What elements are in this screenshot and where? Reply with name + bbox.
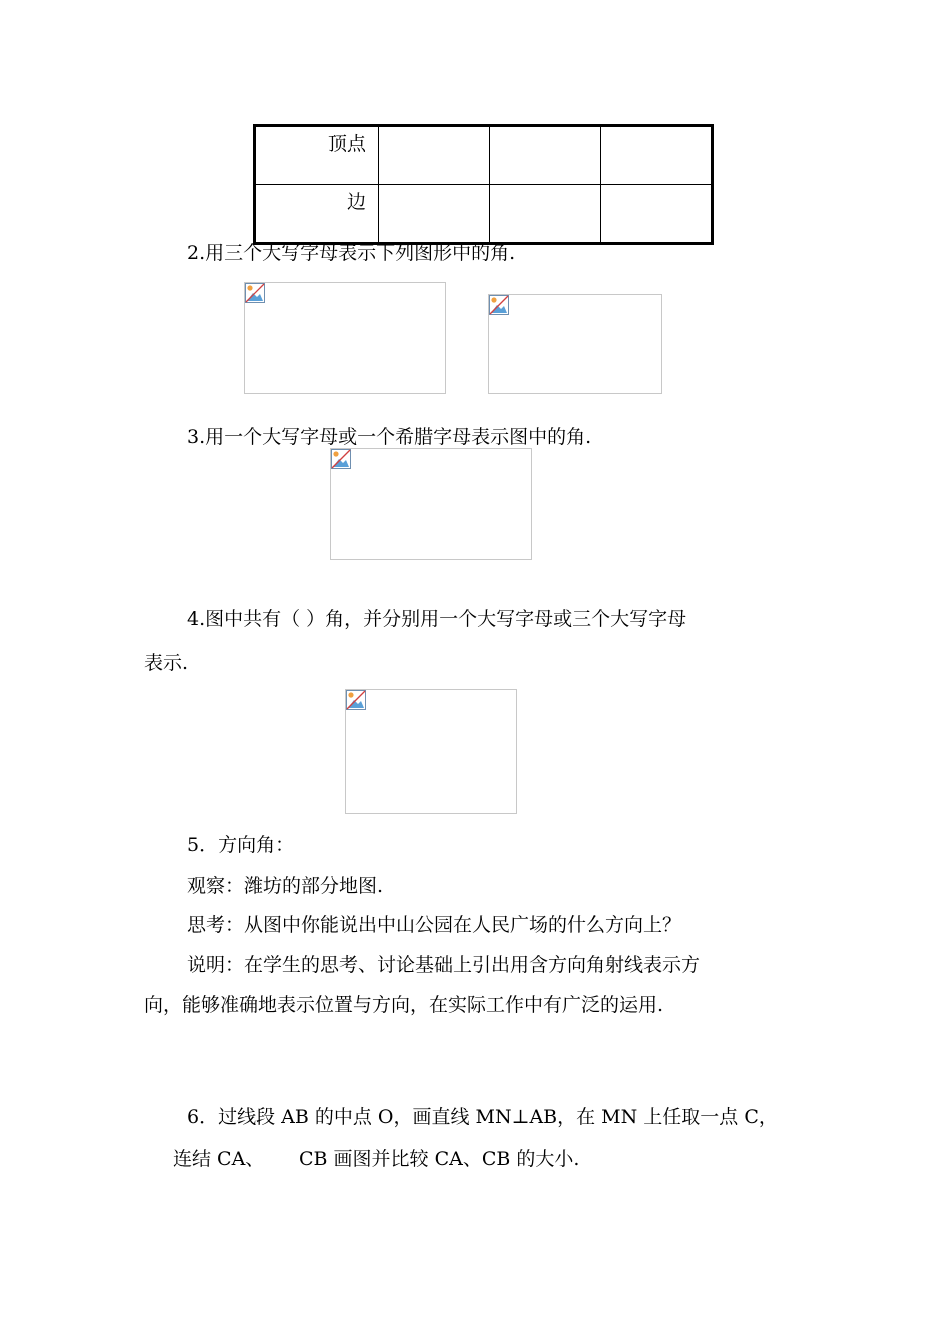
- figure-q3: [330, 448, 532, 560]
- question-4-line2: 表示.: [144, 652, 189, 674]
- table-cell: [601, 185, 713, 244]
- table-cell: [601, 126, 713, 185]
- table-cell: [490, 126, 601, 185]
- question-5-title: 5．方向角：: [187, 834, 295, 856]
- question-4-line1: 4.图中共有（ ）角，并分别用一个大写字母或三个大写字母: [187, 608, 687, 630]
- question-6-line2b: CB 画图并比较 CA、CB 的大小.: [299, 1148, 580, 1170]
- question-5-explain-line1: 说明：在学生的思考、讨论基础上引出用含方向角射线表示方: [187, 954, 701, 976]
- figure-q2-b: [488, 294, 662, 394]
- broken-image-icon: [346, 690, 366, 710]
- table-row: [255, 185, 713, 244]
- broken-image-icon: [489, 295, 509, 315]
- table-cell: [379, 126, 490, 185]
- question-6-line1: 6．过线段 AB 的中点 O，画直线 MN⊥AB，在 MN 上任取一点 C，: [187, 1106, 778, 1128]
- question-6-line2a: 连结 CA、: [173, 1148, 265, 1170]
- table-row: [255, 126, 713, 185]
- table-cell-label: 顶点: [255, 126, 379, 185]
- vertex-edge-table: [253, 124, 714, 245]
- question-5-think: 思考：从图中你能说出中山公园在人民广场的什么方向上？: [187, 914, 682, 936]
- broken-image-icon: [331, 449, 351, 469]
- broken-image-icon: [245, 283, 265, 303]
- question-5-explain-line2: 向，能够准确地表示位置与方向，在实际工作中有广泛的运用.: [144, 994, 664, 1016]
- figure-q4: [345, 689, 517, 814]
- question-5-observe: 观察：潍坊的部分地图.: [187, 875, 384, 897]
- question-3: 3.用一个大写字母或一个希腊字母表示图中的角.: [187, 426, 592, 448]
- table-cell: [490, 185, 601, 244]
- table-cell: [379, 185, 490, 244]
- table-cell-label: 边: [255, 185, 379, 244]
- figure-q2-a: [244, 282, 446, 394]
- question-2: 2.用三个大写字母表示下列图形中的角.: [187, 242, 516, 264]
